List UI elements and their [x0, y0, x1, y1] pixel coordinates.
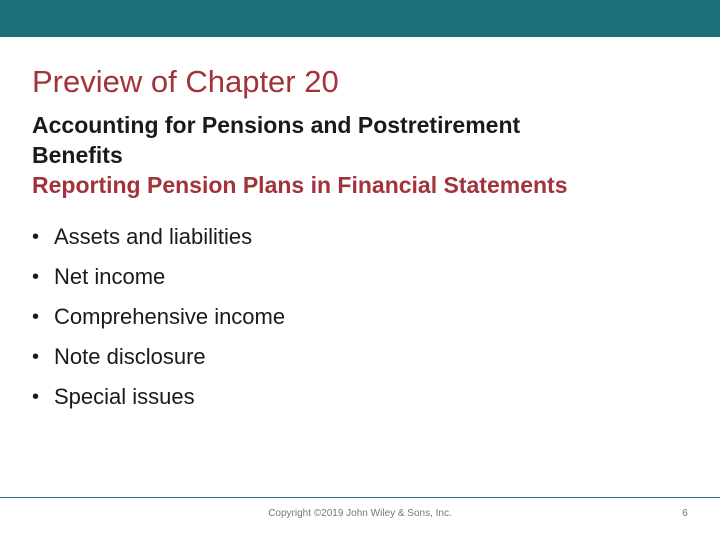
bullet-dot-icon: •: [32, 226, 40, 248]
footer-divider: [0, 497, 720, 498]
bullet-item: [32, 261, 285, 301]
bullet-text: Note disclosure: [54, 344, 206, 369]
slide-title: Preview of Chapter 20: [32, 64, 339, 99]
header-band: [0, 0, 720, 37]
slide-subtitle: [32, 110, 672, 200]
subtitle-line-2: Benefits: [32, 142, 123, 168]
bullet-item: [32, 381, 285, 421]
bullet-list: [32, 221, 285, 421]
bullet-text: Comprehensive income: [54, 304, 286, 329]
bullet-dot-icon: •: [32, 346, 40, 368]
subtitle-line-1: Accounting for Pensions and Postretirement: [32, 112, 521, 138]
bullet-text: Net income: [54, 264, 166, 289]
bullet-item: [32, 221, 285, 261]
bullet-text: Special issues: [54, 384, 195, 409]
copyright-notice: Copyright ©2019 John Wiley & Sons, Inc.: [268, 508, 452, 519]
bullet-text: Assets and liabilities: [54, 224, 253, 249]
bullet-dot-icon: •: [32, 386, 40, 408]
bullet-item: [32, 341, 285, 381]
bullet-dot-icon: •: [32, 266, 40, 288]
bullet-dot-icon: •: [32, 306, 40, 328]
page-number: 6: [682, 508, 688, 519]
section-heading: Reporting Pension Plans in Financial Statements: [32, 172, 568, 198]
bullet-item: [32, 301, 285, 341]
